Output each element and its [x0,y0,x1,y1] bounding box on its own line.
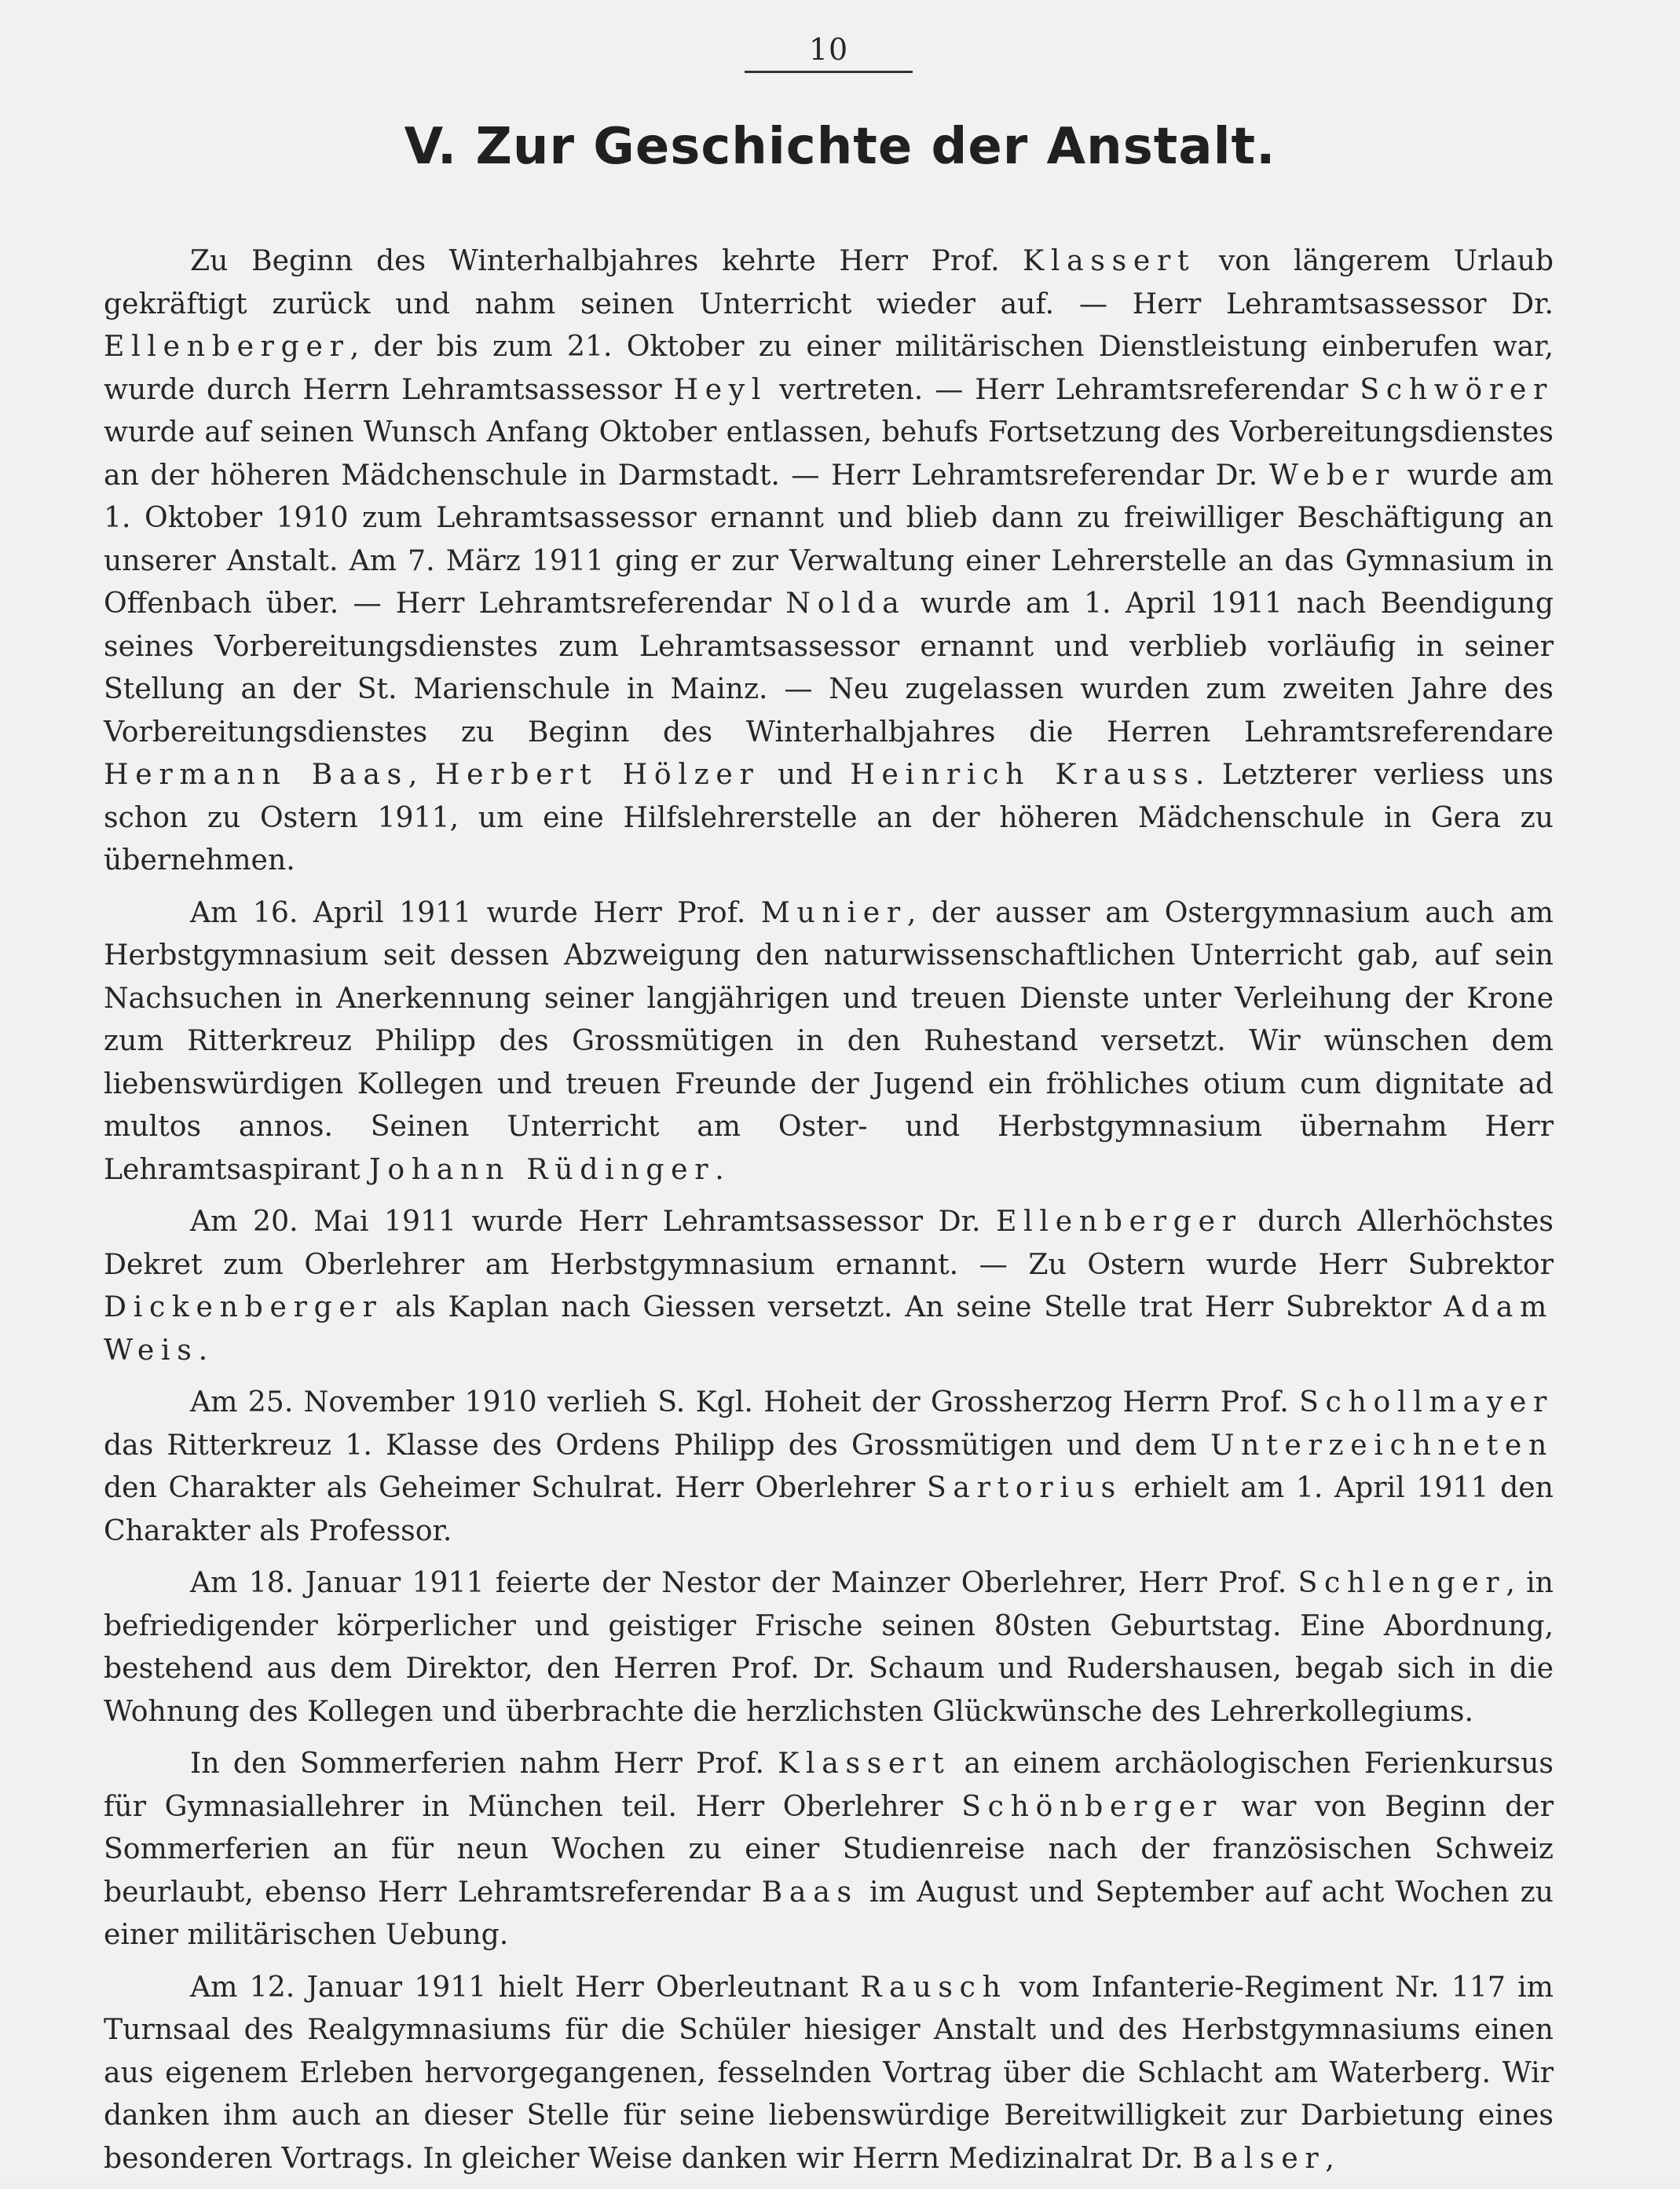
text-segment: wurde am 1. April 1911 nach Beendigung seines Vorbereitungsdienstes zum Lehramtsassessor ernannt und verblieb vorläufig in seiner Stellung an der St. Marienschule in Mainz. — Neu zugelassen wurden zum zweiten Jahre des Vorbereitungsdienstes zu Beginn des Winterhalbjahres die Herren Lehramtsreferendare [104,586,1554,749]
spaced-name: Nolda [785,586,906,620]
spaced-name: Ellenberger [996,1204,1243,1238]
text-segment: , der ausser am Ostergymnasium auch am Herbstgymnasium seit dessen Abzweigung den naturwissenschaftlichen Unterricht gab, auf sein Nachsuchen in Anerkennung seiner langjährigen und treuen Dienste unter Verleihung der Krone zum Ritterkreuz Philipp des Grossmütigen in den Ruhestand versetzt. Wir wünschen dem liebenswürdigen Kollegen und treuen Freunde der Jugend ein fröhliches otium cum dignitate ad multos annos. Seinen Unterricht am Oster- und Herbstgymnasium übernahm Herr Lehramtsaspirant [104,895,1554,1186]
text-segment: Am 18. Januar 1911 feierte der Nestor der Mainzer Oberlehrer, Herr Prof. [190,1565,1298,1599]
text-segment: im August und September auf acht Wochen zu einer militärischen Uebung. [104,1874,1554,1951]
text-segment: . Letzterer verliess uns schon zu Ostern 1911, um eine Hilfslehrerstelle an der höheren Mädchenschule in Gera zu übernehmen. [104,757,1554,877]
paragraph [104,1966,1554,2180]
paragraph [104,891,1554,1192]
text-segment: vom Infanterie-Regiment Nr. 117 im Turnsaal des Realgymnasiums für die Schüler hiesiger Anstalt und des Herbstgymnasiums einen aus eigenem Erleben hervorgegangenen, fesselnden Vortrag über die Schlacht am Waterberg. Wir danken ihm auch an dieser Stelle für seine liebenswürdige Bereitwilligkeit zur Darbietung eines besonderen Vortrags. In gleicher Weise danken wir Herrn Medizinalrat Dr. [104,1969,1554,2175]
text-segment: durch Allerhöchstes Dekret zum Oberlehrer am Herbstgymnasium ernannt. — Zu Ostern wurde Herr Subrektor [104,1204,1554,1281]
spaced-name: Ellenberger [104,329,350,363]
text-segment: . [715,1151,724,1186]
spaced-name: Baas [761,1874,858,1909]
text-segment: , [1325,2140,1334,2175]
text-segment: an einem archäologischen Ferienkursus für Gymnasiallehrer in München teil. Herr Oberlehrer [104,1746,1554,1823]
paragraph [104,240,1554,882]
body-text [104,240,1554,2189]
spaced-name: Herbert Hölzer [434,757,760,791]
spaced-name: Sartorius [926,1470,1122,1504]
spaced-name: Schwörer [1360,372,1554,406]
spaced-name: Balser [1192,2140,1326,2175]
text-segment: Am 12. Januar 1911 hielt Herr Oberleutnant [190,1969,861,2004]
spaced-name: Schollmayer [1299,1385,1554,1418]
paragraph [104,1200,1554,1371]
text-segment: Am 25. November 1910 verlieh S. Kgl. Hoheit der Grossherzog Herrn Prof. [190,1385,1300,1418]
page-number: 10 [745,31,913,73]
spaced-name: Rausch [860,1969,1008,2004]
text-segment: . [198,1332,208,1367]
text-segment: den Charakter als Geheimer Schulrat. Herr Oberlehrer [104,1470,927,1504]
section-title: V. Zur Geschichte der Anstalt. [404,118,1276,176]
text-segment: Zu Beginn des Winterhalbjahres kehrte Herr Prof. [190,243,1023,277]
spaced-name: Johann Rüdinger [369,1151,716,1186]
spaced-name: Klassert [778,1746,951,1780]
spaced-name: Munier [760,895,907,929]
spaced-name: Schlenger [1298,1565,1506,1599]
text-segment: In den Sommerferien nahm Herr Prof. [190,1746,778,1780]
text-segment: , in befriedigender körperlicher und geistiger Frische seinen 80sten Geburtstag. Eine Abordnung, bestehend aus dem Direktor, den Herren Prof. Dr. Schaum und Rudershausen, begab sich in die Wohnung des Kollegen und überbrachte die herzlichsten Glückwünsche des Lehrerkollegiums. [104,1565,1554,1728]
text-segment: , [408,757,435,791]
text-segment: wurde auf seinen Wunsch Anfang Oktober entlassen, behufs Fortsetzung des Vorbereitungsdienstes an der höheren Mädchenschule in Darmstadt. — Herr Lehramtsreferendar Dr. [104,415,1554,492]
spaced-name: Weber [1268,457,1396,492]
text-segment: von längerem Urlaub gekräftigt zurück und nahm seinen Unterricht wieder auf. — Herr Lehramtsassessor Dr. [104,243,1554,320]
text-segment: Am 20. Mai 1911 wurde Herr Lehramtsassessor Dr. [190,1204,997,1238]
paragraph [104,1742,1554,1957]
paragraph [104,1381,1554,1552]
paragraph [104,1561,1554,1733]
spaced-name: Klassert [1023,243,1196,277]
spaced-name: Dickenberger [104,1290,383,1323]
text-segment: als Kaplan nach Giessen versetzt. An seine Stelle trat Herr Subrektor [382,1290,1444,1323]
text-segment: erhielt am 1. April 1911 den Charakter als Professor. [104,1470,1554,1547]
spaced-name: Hermann Baas [104,757,408,791]
text-segment: wurde am 1. Oktober 1910 zum Lehramtsassessor ernannt und blieb dann zu freiwilliger Beschäftigung an unserer Anstalt. Am 7. März 1911 ging er zur Verwaltung einer Lehrerstelle an das Gymnasium in Offenbach über. — Herr Lehramtsreferendar [104,457,1554,620]
text-segment: Am 16. April 1911 wurde Herr Prof. [190,895,761,929]
text-segment: , der bis zum 21. Oktober zu einer militärischen Dienstleistung einberufen war, wurde durch Herrn Lehramtsassessor [104,329,1554,406]
spaced-name: Heinrich Krauss [850,757,1195,791]
spaced-name: Heyl [673,372,768,406]
spaced-name: Unterzeichneten [1210,1427,1554,1462]
spaced-name: Adam Weis [104,1290,1554,1367]
text-segment: und [759,757,851,791]
text-segment: vertreten. — Herr Lehramtsreferendar [767,372,1360,406]
text-segment: das Ritterkreuz 1. Klasse des Ordens Philipp des Grossmütigen und dem [104,1427,1210,1462]
spaced-name: Schönberger [961,1788,1223,1823]
text-segment: war von Beginn der Sommerferien an für neun Wochen zu einer Studienreise nach der französischen Schweiz beurlaubt, ebenso Herr Lehramtsreferendar [104,1788,1554,1909]
